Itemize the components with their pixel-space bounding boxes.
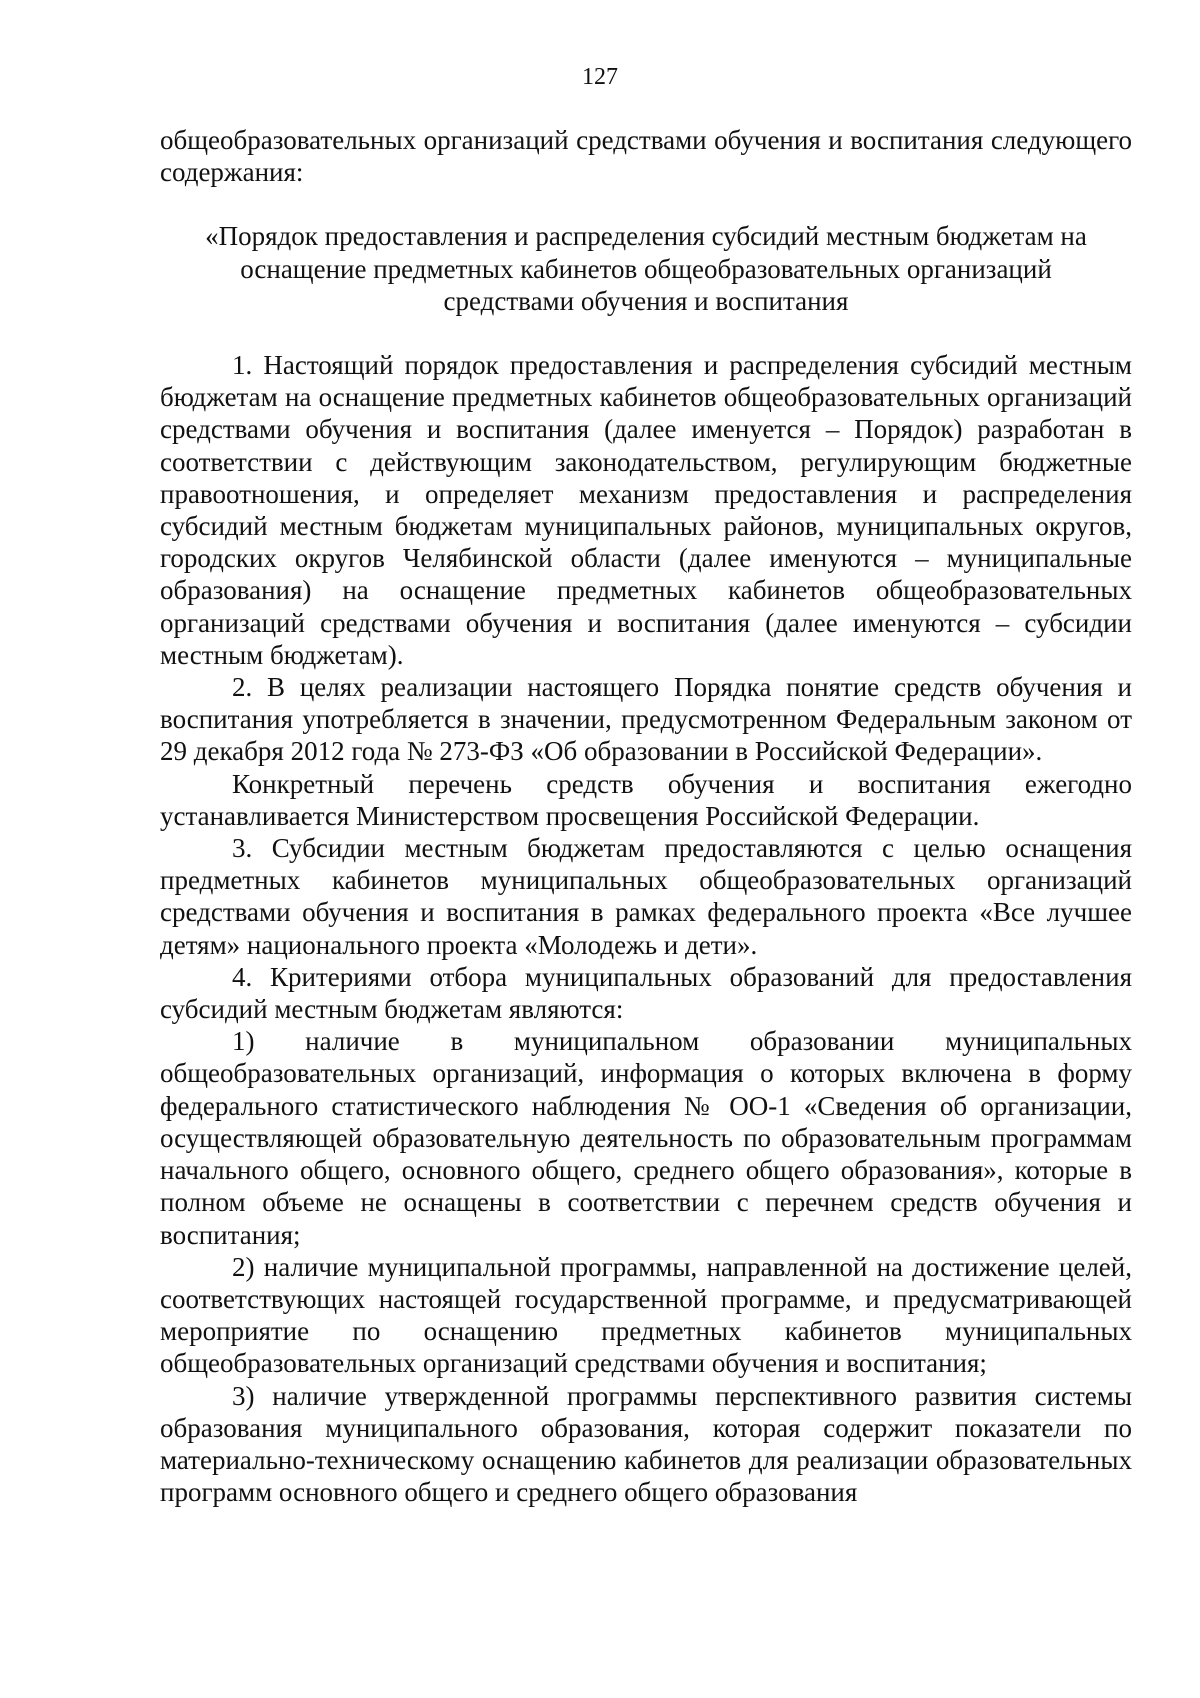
page-number: 127 xyxy=(582,64,618,90)
paragraph-2-continued: Конкретный перечень средств обучения и воспитания ежегодно устанавливается Министерством просвещения Российской Федерации. xyxy=(160,768,1132,831)
criterion-1: 1) наличие в муниципальном образовании муниципальных общеобразовательных организаций, информация о которых включена в форму федерального статистического наблюдения № ОО-1 «Сведения об организации, осуществляющей образовательную деятельность по образовательным программам начального общего, основного общего, среднего общего образования», которые в полном объеме не оснащены в соответствии с перечнем средств обучения и воспитания; xyxy=(160,1026,1132,1250)
criterion-2: 2) наличие муниципальной программы, направленной на достижение целей, соответствующих настоящей государственной программе, и предусматривающей мероприятие по оснащению предметных кабинетов муниципальных общеобразовательных организаций средствами обучения и воспитания; xyxy=(160,1251,1132,1379)
document-body xyxy=(160,124,1132,1508)
paragraph-4: 4. Критериями отбора муниципальных образований для предоставления субсидий местным бюджетам являются: xyxy=(160,961,1132,1025)
lead-paragraph: общеобразовательных организаций средствами обучения и воспитания следующего содержания: xyxy=(160,125,1132,188)
paragraph-1: 1. Настоящий порядок предоставления и распределения субсидий местным бюджетам на оснащение предметных кабинетов общеобразовательных организаций средствами обучения и воспитания (далее именуется – Порядок) разработан в соответствии с действующим законодательством, регулирующим бюджетные правоотношения, и определяет механизм предоставления и распределения субсидий местным бюджетам муниципальных районов, муниципальных округов, городских округов Челябинской области (далее именуются – муниципальные образования) на оснащение предметных кабинетов общеобразовательных организаций средствами обучения и воспитания (далее именуются – субсидии местным бюджетам). xyxy=(160,350,1132,670)
paragraph-2: 2. В целях реализации настоящего Порядка понятие средств обучения и воспитания употребляется в значении, предусмотренном Федеральным законом от 29 декабря 2012 года № 273-ФЗ «Об образовании в Российской Федерации». xyxy=(160,672,1132,767)
paragraph-3: 3. Субсидии местным бюджетам предоставляются с целью оснащения предметных кабинетов муниципальных общеобразовательных организаций средствами обучения и воспитания в рамках федерального проекта «Все лучшее детям» национального проекта «Молодежь и дети». xyxy=(160,833,1132,960)
criterion-3: 3) наличие утвержденной программы перспективного развития системы образования муниципального образования, которая содержит показатели по материально-техническому оснащению кабинетов для реализации образовательных программ основного общего и среднего общего образования xyxy=(160,1380,1132,1508)
section-heading: «Порядок предоставления и распределения субсидий местным бюджетам на оснащение предметных кабинетов общеобразовательных организаций средствами обучения и воспитания xyxy=(205,221,1087,316)
